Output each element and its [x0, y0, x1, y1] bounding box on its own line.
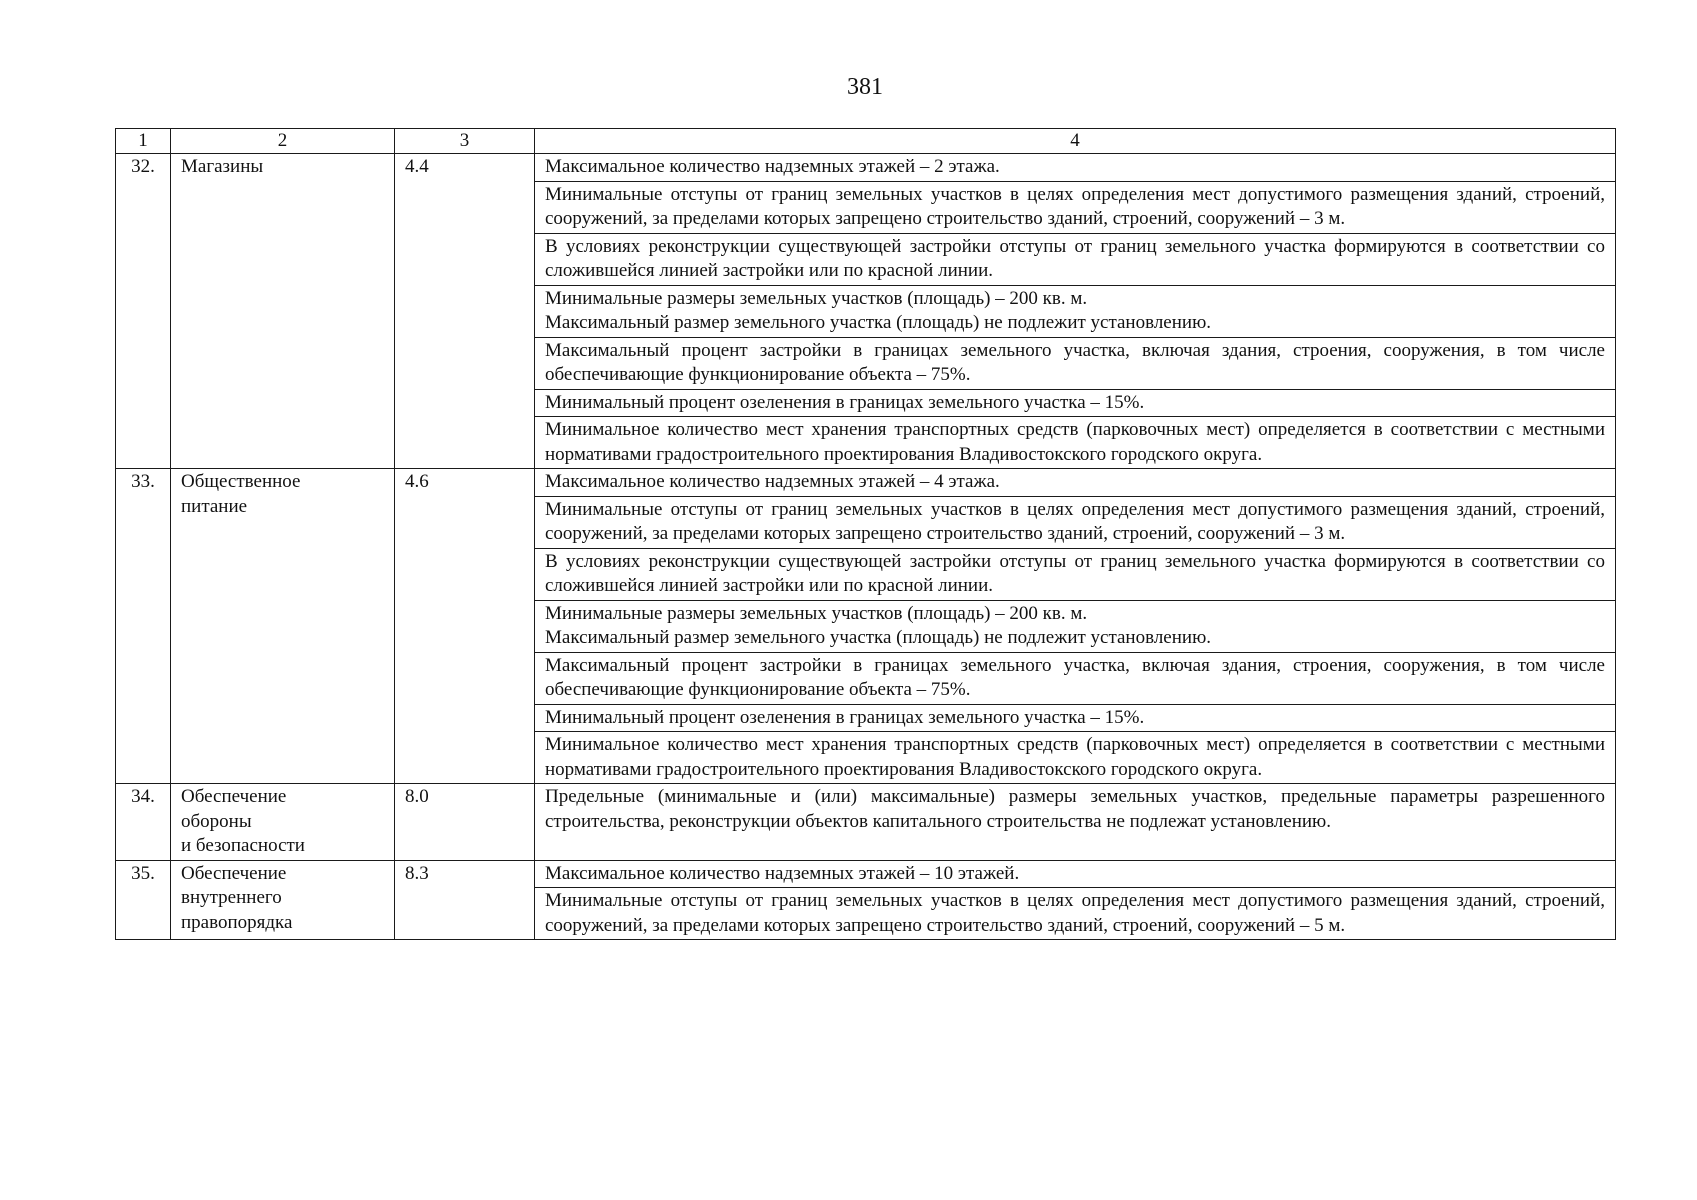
parameter-cell: Минимальные отступы от границ земельных участков в целях определения мест допустимого размещения зданий, строений, сооружений, за пределами которых запрещено строительство зданий, строений, сооружений – 3 м. — [535, 181, 1616, 233]
parameter-cell: Максимальный процент застройки в границах земельного участка, включая здания, строения, сооружения, в том числе обеспечивающие функционирование объекта – 75%. — [535, 337, 1616, 389]
row-number: 35. — [116, 860, 171, 940]
table-row — [116, 860, 1616, 888]
land-use-name: Магазины — [171, 154, 395, 469]
column-header: 1 — [116, 129, 171, 154]
parameter-cell: Минимальные отступы от границ земельных участков в целях определения мест допустимого размещения зданий, строений, сооружений, за пределами которых запрещено строительство зданий, строений, сооружений – 5 м. — [535, 888, 1616, 940]
table-row — [116, 469, 1616, 497]
row-number: 34. — [116, 784, 171, 861]
parameter-cell: В условиях реконструкции существующей застройки отступы от границ земельного участка формируются в соответствии со сложившейся линией застройки или по красной линии. — [535, 233, 1616, 285]
land-use-code: 4.6 — [395, 469, 535, 784]
land-use-code: 4.4 — [395, 154, 535, 469]
row-number: 32. — [116, 154, 171, 469]
land-use-code: 8.3 — [395, 860, 535, 940]
parameter-cell: Минимальное количество мест хранения транспортных средств (парковочных мест) определяется в соответствии с местными нормативами градостроительного проектирования Владивостокского городского округа. — [535, 417, 1616, 469]
parameter-cell: Минимальное количество мест хранения транспортных средств (парковочных мест) определяется в соответствии с местными нормативами градостроительного проектирования Владивостокского городского округа. — [535, 732, 1616, 784]
column-header: 3 — [395, 129, 535, 154]
page-number: 381 — [847, 74, 883, 100]
table-row — [116, 784, 1616, 861]
column-header: 2 — [171, 129, 395, 154]
land-use-name: Обеспечение внутреннего правопорядка — [171, 860, 395, 940]
land-use-name: Обеспечение обороны и безопасности — [171, 784, 395, 861]
table-body — [116, 154, 1616, 940]
land-use-name: Общественное питание — [171, 469, 395, 784]
parameter-cell: Минимальный процент озеленения в границах земельного участка – 15%. — [535, 389, 1616, 417]
column-number-header-row — [116, 129, 1616, 154]
parameter-cell: Предельные (минимальные и (или) максимальные) размеры земельных участков, предельные параметры разрешенного строительства, реконструкции объектов капитального строительства не подлежат установлению. — [535, 784, 1616, 861]
table-row — [116, 154, 1616, 182]
parameter-cell: Максимальный процент застройки в границах земельного участка, включая здания, строения, сооружения, в том числе обеспечивающие функционирование объекта – 75%. — [535, 652, 1616, 704]
zoning-parameters-table — [115, 128, 1616, 940]
parameter-cell: Минимальные размеры земельных участков (площадь) – 200 кв. м. Максимальный размер земельного участка (площадь) не подлежит установлению. — [535, 600, 1616, 652]
column-header: 4 — [535, 129, 1616, 154]
parameter-cell: Максимальное количество надземных этажей – 2 этажа. — [535, 154, 1616, 182]
land-use-code: 8.0 — [395, 784, 535, 861]
parameter-cell: Минимальные отступы от границ земельных участков в целях определения мест допустимого размещения зданий, строений, сооружений, за пределами которых запрещено строительство зданий, строений, сооружений – 3 м. — [535, 496, 1616, 548]
parameter-cell: Максимальное количество надземных этажей – 4 этажа. — [535, 469, 1616, 497]
parameter-cell: Максимальное количество надземных этажей – 10 этажей. — [535, 860, 1616, 888]
parameter-cell: В условиях реконструкции существующей застройки отступы от границ земельного участка формируются в соответствии со сложившейся линией застройки или по красной линии. — [535, 548, 1616, 600]
row-number: 33. — [116, 469, 171, 784]
parameter-cell: Минимальные размеры земельных участков (площадь) – 200 кв. м. Максимальный размер земельного участка (площадь) не подлежит установлению. — [535, 285, 1616, 337]
parameter-cell: Минимальный процент озеленения в границах земельного участка – 15%. — [535, 704, 1616, 732]
